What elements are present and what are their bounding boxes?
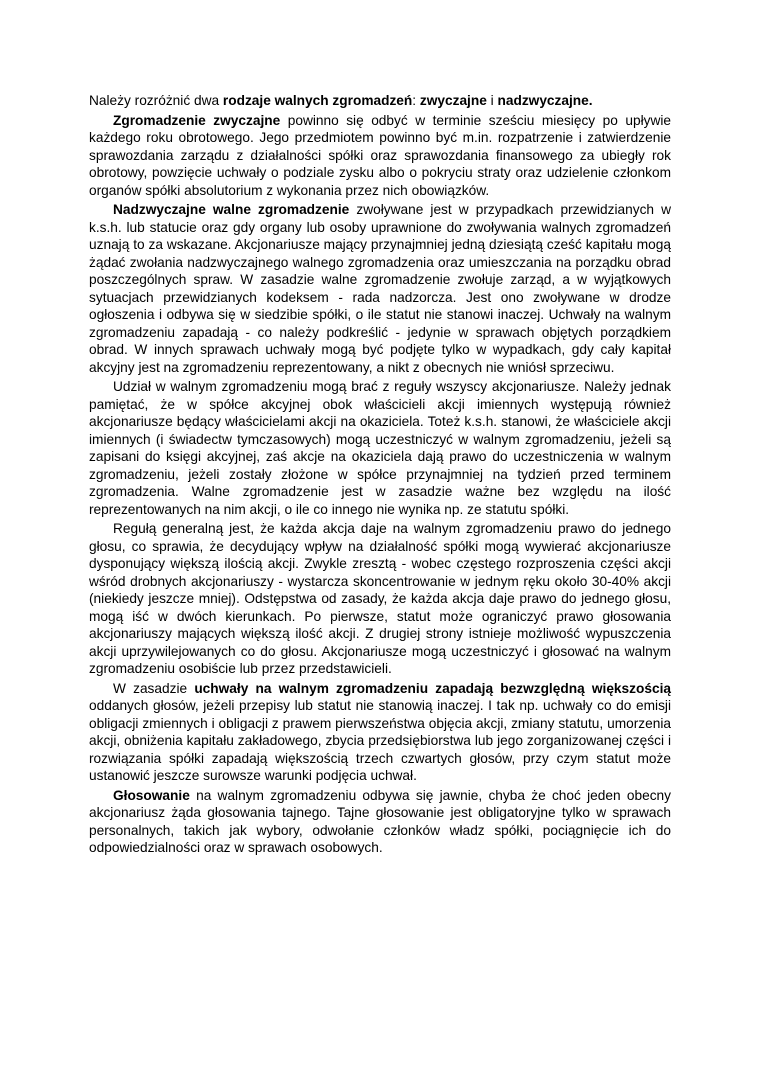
- heading-term: Głosowanie: [113, 787, 190, 803]
- paragraph-glosowanie: [89, 787, 671, 857]
- paragraph-text: powinno się odbyć w terminie sześciu miesięcy po upływie każdego roku obrotowego. Jego przedmiotem powinno być m.in. rozpatrzenie i zatwierdzenie sprawozdania zarządu z działalności spółki oraz sprawozdania finansowego za ubiegły rok obrotowy, powzięcie uchwały o podziale zysku albo o pokryciu straty oraz udzielenie członkom organów spółki absolutorium z wykonania przez nich obowiązków.: [89, 112, 671, 198]
- paragraph-text: Regułą generalną jest, że każda akcja daje na walnym zgromadzeniu prawo do jednego głosu, co sprawia, że decydujący wpływ na działalność spółki mogą wywierać akcjonariusze dysponujący większą ilością akcji. Zwykle zresztą - wobec częstego rozproszenia części akcji wśród drobnych akcjonariuszy - wystarcza skoncentrowanie w jednym ręku około 30-40% akcji (niekiedy jeszcze mniej). Odstępstwa od zasady, że każda akcja daje prawo do jednego głosu, mogą iść w dwóch kierunkach. Po pierwsze, statut może ograniczyć prawo głosowania akcjonariuszy mających większą ilość akcji. Z drugiej strony istnieje możliwość wypuszczenia akcji uprzywilejowanych co do głosu. Akcjonariusze mogą uczestniczyć i głosować na walnym zgromadzeniu osobiście lub przez przedstawicieli.: [89, 521, 671, 676]
- intro-text: i: [486, 93, 498, 108]
- heading-term: uchwały na walnym zgromadzeniu zapadają bezwzględną większością: [194, 680, 671, 696]
- paragraph-regula-generalna: [89, 520, 671, 678]
- paragraph-nadzwyczajne-walne-zgromadzenie: [89, 201, 671, 376]
- paragraph-text: zwoływane jest w przypadkach przewidzianych w k.s.h. lub statucie oraz gdy organy lub osoby uprawnione do zwoływania walnych zgromadzeń uznają to za wskazane. Akcjonariusze mający przynajmniej jedną dziesiątą cześć kapitału mogą żądać zwołania nadzwyczajnego walnego zgromadzenia oraz umieszczania na porządku obrad poszczególnych spraw. W zasadzie walne zgromadzenie zwołuje zarząd, a w wyjątkowych sytuacjach przewidzianych kodeksem - rada nadzorcza. Jest ono zwoływane w drodze ogłoszenia i odbywa się w siedzibie spółki, o ile statut nie stanowi inaczej. Uchwały na walnym zgromadzeniu zapadają - co należy podkreślić - jedynie w sprawach objętych porządkiem obrad. W innych sprawach uchwały mogą być podjęte tylko w wypadkach, gdy cały kapitał akcyjny jest na zgromadzeniu reprezentowany, a nikt z obecnych nie wniósł sprzeciwu.: [89, 202, 671, 375]
- paragraph-udzial: [89, 378, 671, 518]
- intro-text: :: [412, 93, 420, 108]
- paragraph-text: Udział w walnym zgromadzeniu mogą brać z reguły wszyscy akcjonariusze. Należy jednak pamiętać, że w spółce akcyjnej obok właścicieli akcji imiennych występują również akcjonariusze będący właścicielami akcji na okaziciela. Toteż k.s.h. stanowi, że właściciele akcji imiennych (i świadectw tymczasowych) mogą uczestniczyć w walnym zgromadzeniu, jeżeli są zapisani do księgi akcyjnej, zaś akcje na okaziciela dają prawo do uczestniczenia w walnym zgromadzeniu, jeżeli zostały złożone w spółce przynajmniej na tydzień przed terminem zgromadzenia. Walne zgromadzenie jest w zasadzie ważne bez względu na ilość reprezentowanych na nim akcji, o ile co innego nie wynika np. ze statutu spółki.: [89, 379, 671, 517]
- document-body: [89, 92, 671, 857]
- intro-text: Należy rozróżnić dwa: [89, 93, 223, 108]
- paragraph-text: na walnym zgromadzeniu odbywa się jawnie, chyba że choć jeden obecny akcjonariusz żąda głosowania tajnego. Tajne głosowanie jest obligatoryjne tylko w sprawach personalnych, takich jak wybory, odwołanie członków władz spółki, pociągnięcie ich do odpowiedzialności oraz w sprawach osobowych.: [89, 787, 671, 855]
- paragraph-text: W zasadzie: [113, 680, 195, 696]
- paragraph-text: oddanych głosów, jeżeli przepisy lub statut nie stanowią inaczej. I tak np. uchwały co do emisji obligacji zmiennych i obligacji z prawem pierwszeństwa objęcia akcji, zmiany statutu, umorzenia akcji, obniżenia kapitału zakładowego, zbycia przedsiębiorstwa lub jego zorganizowanej części i rozwiązania spółki zapadają większością trzech czwartych głosów, przy czym statut może ustanowić jeszcze surowsze warunki podjęcia uchwał.: [89, 698, 671, 783]
- paragraph-zgromadzenie-zwyczajne: [89, 112, 671, 200]
- heading-term: Zgromadzenie zwyczajne: [113, 112, 281, 128]
- paragraph-uchwaly: [89, 680, 671, 785]
- intro-paragraph: [89, 92, 671, 110]
- intro-bold-term: zwyczajne: [419, 93, 487, 108]
- heading-term: Nadzwyczajne walne zgromadzenie: [113, 202, 350, 217]
- intro-bold-term: nadzwyczajne.: [497, 93, 593, 108]
- intro-bold-term: rodzaje walnych zgromadzeń: [222, 93, 413, 108]
